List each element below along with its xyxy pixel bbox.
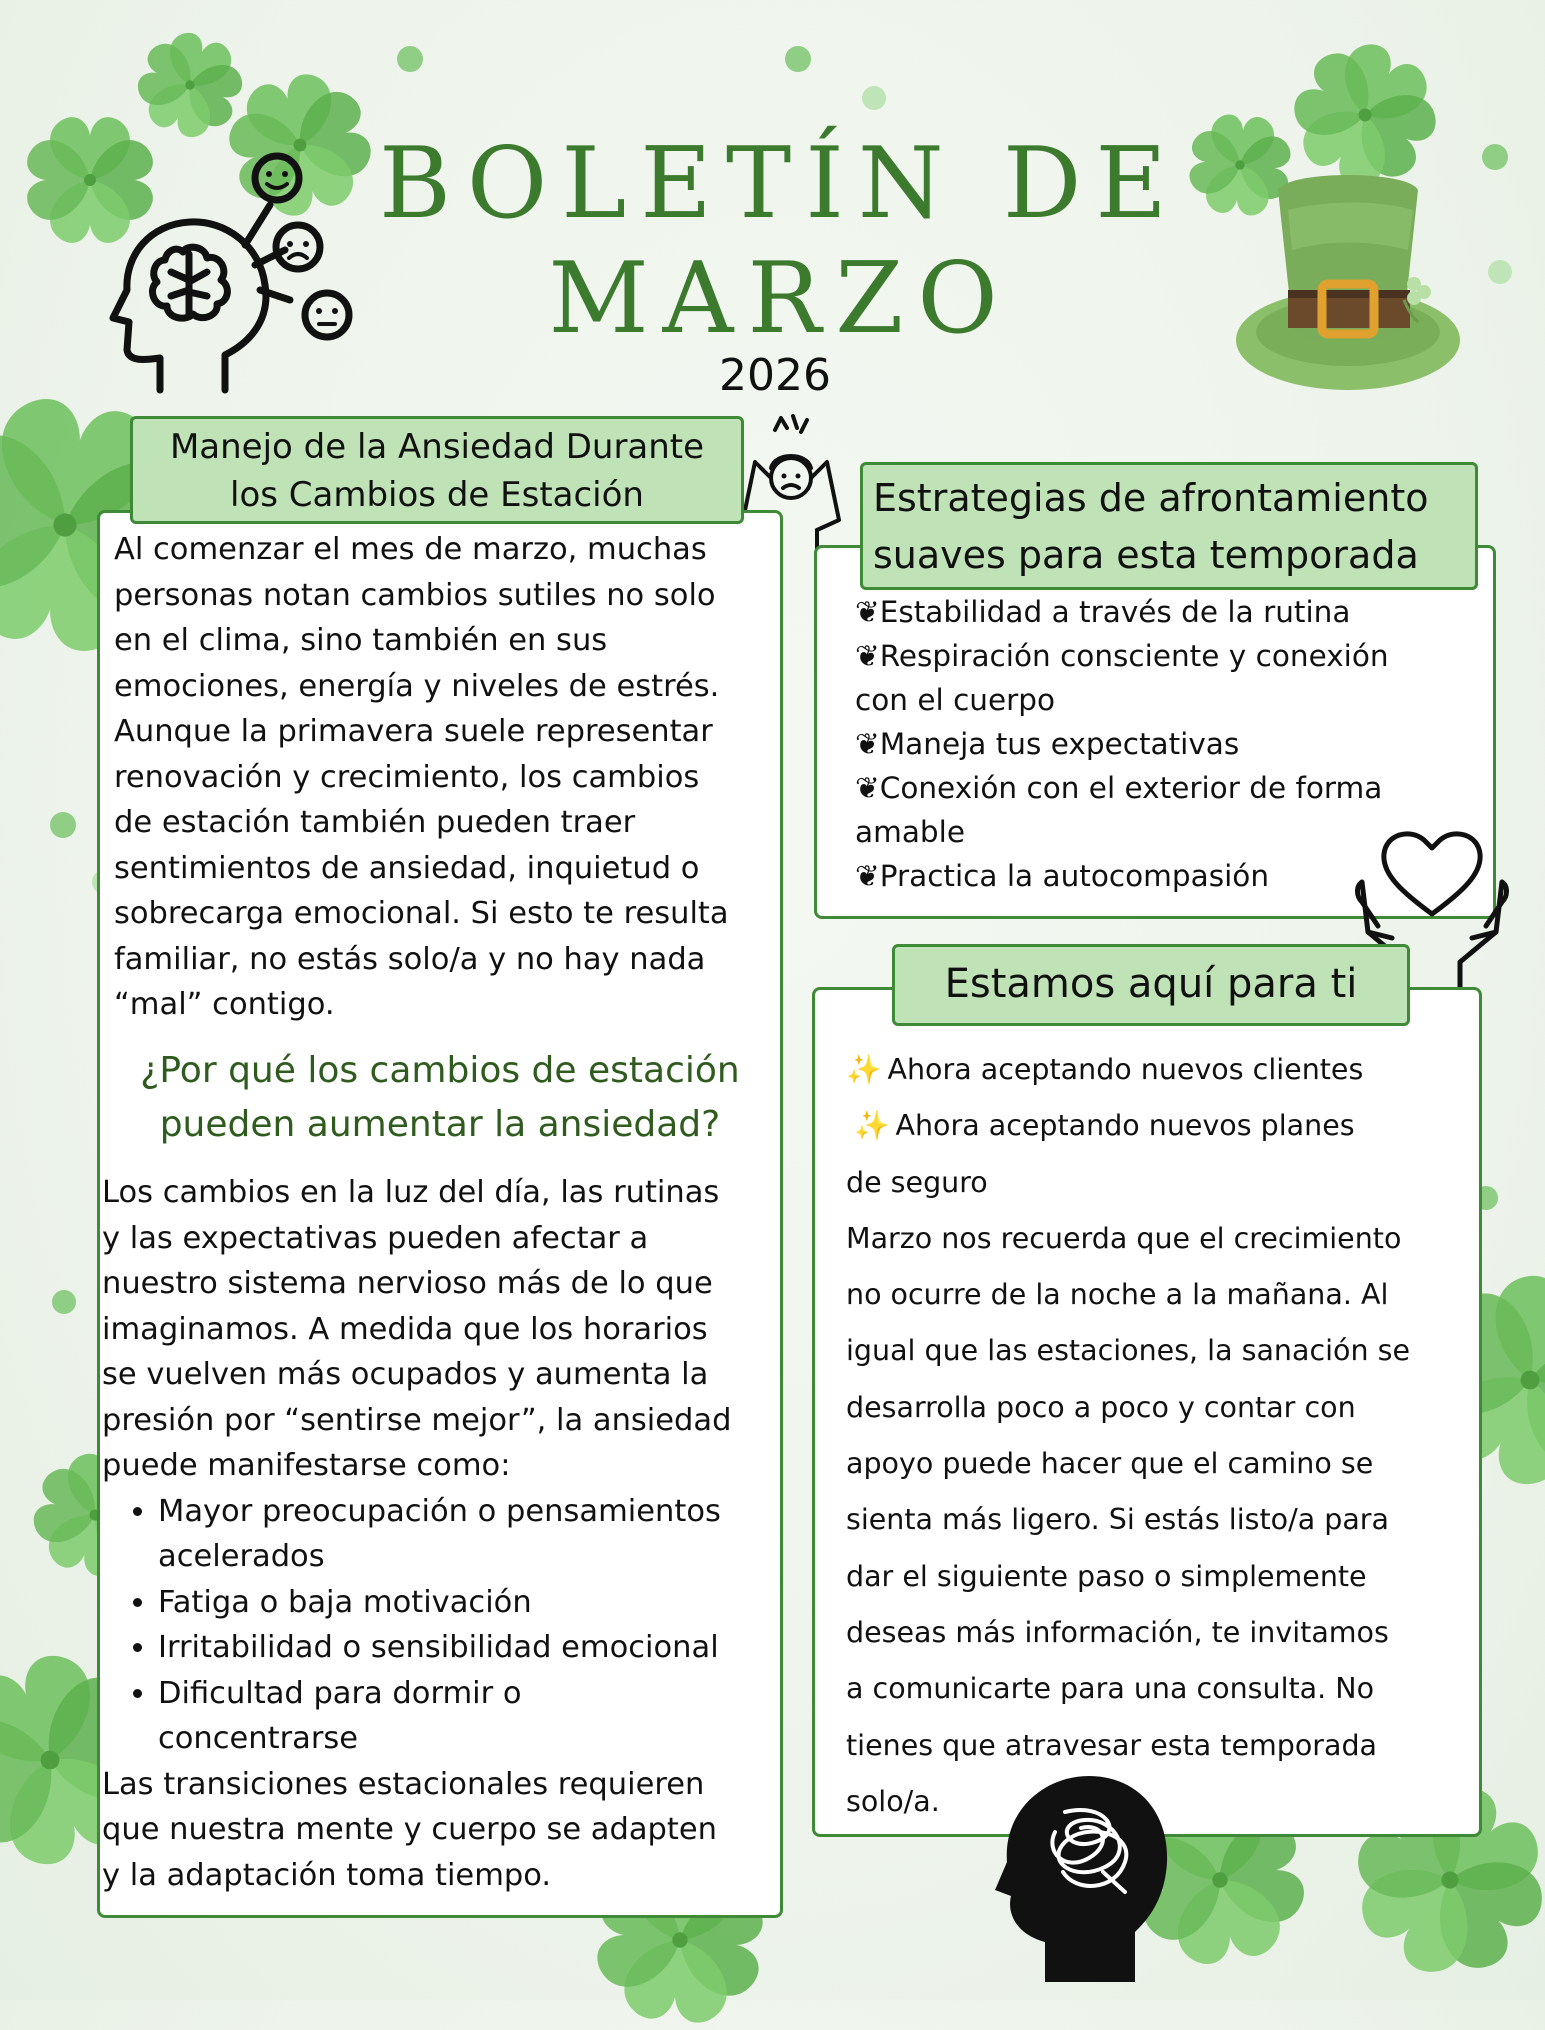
decor-dot [1488, 260, 1512, 284]
text-line: se vuelven más ocupados y aumenta la [102, 1357, 709, 1392]
contact-tag [892, 944, 1410, 1026]
leaf-bullet-icon: ❦ [855, 595, 880, 629]
text-line: familiar, no estás solo/a y no hay nada [114, 941, 706, 977]
tangled-mind-head-icon [985, 1762, 1175, 1982]
list-item [855, 634, 1455, 722]
list-item-text: Respiración consciente y conexión [879, 639, 1389, 673]
text-line: y las expectativas pueden afectar a [102, 1220, 649, 1256]
list-item-text: Mayor preocupación o pensamientos [158, 1493, 721, 1529]
decor-dot [50, 812, 76, 838]
text-line: ✨ Ahora aceptando nuevos planes [854, 1109, 1355, 1143]
text-line: Los cambios en la luz del día, las rutinas [102, 1175, 720, 1210]
text-line: de estación también pueden traer [114, 805, 636, 840]
list-item-text: Estabilidad a través de la rutina [879, 595, 1351, 629]
text-line: solo/a. [846, 1784, 940, 1818]
list-item-text: Fatiga o baja motivación [158, 1584, 532, 1620]
text-line: sentimientos de ansiedad, inquietud o [114, 850, 700, 886]
text-line: dar el siguiente paso o simplemente [846, 1559, 1367, 1593]
tag-line: los Cambios de Estación [230, 475, 644, 515]
list-item [158, 1580, 782, 1626]
symptom-list [102, 1489, 782, 1762]
text-line: que nuestra mente y cuerpo se adapten [102, 1812, 717, 1847]
tag-line: Estrategias de afrontamiento [873, 476, 1429, 520]
text-line: renovación y crecimiento, los cambios [114, 759, 700, 795]
text-line: Marzo nos recuerda que el crecimiento [846, 1221, 1402, 1255]
newsletter-title: BOLETÍN DE [379, 127, 1181, 241]
tag-line: Estamos aquí para ti [944, 961, 1358, 1007]
text-line: puede manifestarse como: [102, 1448, 511, 1483]
text-line: tienes que atravesar esta temporada [846, 1728, 1378, 1762]
list-item-text: Irritabilidad o sensibilidad emocional [158, 1630, 719, 1665]
list-item [158, 1671, 782, 1762]
list-item [158, 1625, 782, 1671]
text-line: a comunicarte para una consulta. No [846, 1672, 1375, 1706]
text-line: “mal” contigo. [114, 987, 335, 1022]
list-item-text: Conexión con el exterior de forma [879, 771, 1383, 805]
newsletter-year: 2026 [719, 350, 831, 401]
text-line: personas notan cambios sutiles no solo [114, 577, 716, 613]
decor-dot [1482, 144, 1508, 170]
text-line: no ocurre de la noche a la mañana. Al [846, 1278, 1389, 1312]
head-emotions-icon [105, 150, 365, 400]
decor-dot [785, 46, 811, 72]
list-item [855, 590, 1455, 634]
text-line: nuestro sistema nervioso más de lo que [102, 1266, 713, 1301]
text-line: sobrecarga emocional. Si esto te resulta [114, 896, 729, 931]
list-item-text: amable [855, 815, 965, 849]
leaf-bullet-icon: ❦ [855, 771, 880, 805]
list-item-text: concentrarse [158, 1721, 359, 1756]
decor-dot [862, 86, 886, 110]
text-line: ✨ Ahora aceptando nuevos clientes [846, 1053, 1364, 1086]
anxiety-article-tag [130, 416, 744, 524]
list-item-text: Dificultad para dormir o [158, 1675, 522, 1711]
text-line: deseas más información, te invitamos [846, 1615, 1389, 1649]
text-line: de seguro [846, 1165, 988, 1199]
decor-dot [397, 46, 423, 72]
text-line: emociones, energía y niveles de estrés. [114, 668, 720, 704]
list-item-text: Maneja tus expectativas [879, 727, 1240, 761]
subhead-line: ¿Por qué los cambios de estación [140, 1050, 740, 1091]
text-line: imaginamos. A medida que los horarios [102, 1311, 708, 1347]
contact-text [846, 1042, 1446, 1830]
leprechaun-hat-icon [1228, 160, 1468, 400]
newsletter-title-month: MARZO [548, 242, 1012, 356]
sparkle-icon: ✨ [846, 1053, 882, 1086]
decor-dot [52, 1290, 76, 1314]
text-line: desarrolla poco a poco y contar con [846, 1390, 1356, 1424]
text-line: sienta más ligero. Si estás listo/a para [846, 1503, 1389, 1537]
list-item-text: Practica la autocompasión [879, 859, 1270, 893]
why-subheading [100, 1044, 780, 1152]
text-line: Aunque la primavera suele representar [114, 714, 713, 749]
text-line: igual que las estaciones, la sanación se [846, 1334, 1410, 1368]
leaf-bullet-icon: ❦ [855, 727, 880, 761]
why-paragraph [102, 1170, 782, 1898]
tag-line: suaves para esta temporada [873, 533, 1419, 577]
leaf-bullet-icon: ❦ [855, 859, 880, 893]
intro-paragraph [114, 527, 784, 1028]
subhead-line: pueden aumentar la ansiedad? [159, 1104, 721, 1145]
strategies-tag [860, 462, 1478, 590]
sparkle-icon: ✨ [854, 1109, 890, 1143]
leaf-bullet-icon: ❦ [855, 639, 880, 673]
text-line: apoyo puede hacer que el camino se [846, 1447, 1374, 1481]
text-line: Al comenzar el mes de marzo, muchas [114, 532, 707, 567]
text-line: Las transiciones estacionales requieren [102, 1766, 705, 1802]
list-item [855, 722, 1455, 766]
text-line: y la adaptación toma tiempo. [102, 1857, 552, 1893]
text-line: presión por “sentirse mejor”, la ansiedad [102, 1402, 732, 1438]
text-line: en el clima, sino también en sus [114, 623, 608, 658]
list-item-text: acelerados [158, 1539, 325, 1574]
list-item-text: con el cuerpo [855, 683, 1056, 717]
tag-line: Manejo de la Ansiedad Durante [169, 427, 705, 467]
list-item [158, 1489, 782, 1580]
